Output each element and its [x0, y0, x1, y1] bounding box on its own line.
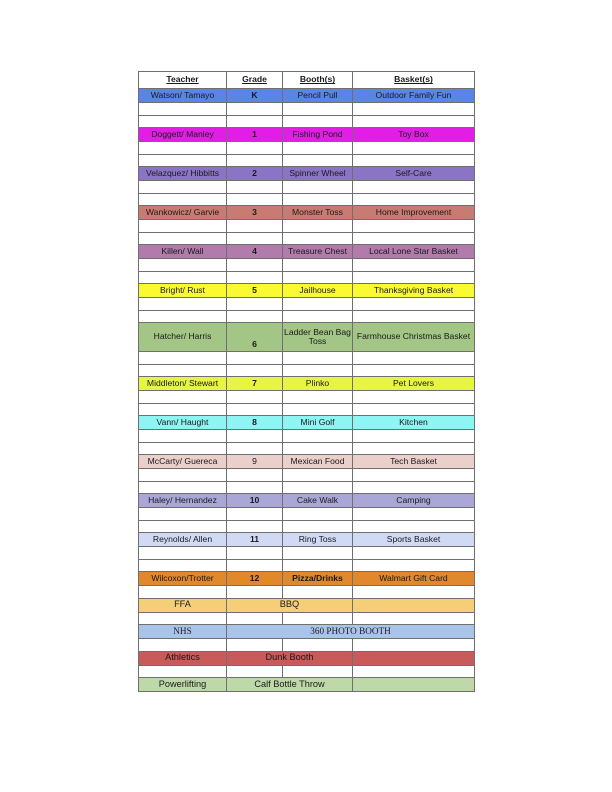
teacher-cell: Bright/ Rust: [139, 284, 227, 298]
basket-cell: Self-Care: [353, 167, 475, 181]
empty-cell: [283, 442, 353, 455]
grade-cell: 12: [227, 572, 283, 586]
booth-cell: Mini Golf: [283, 416, 353, 430]
empty-cell: [139, 547, 227, 560]
grade-cell: 6: [227, 323, 283, 352]
empty-cell: [139, 665, 227, 678]
organization-row: [139, 625, 475, 639]
basket-cell: Thanksgiving Basket: [353, 284, 475, 298]
spacer-row: [139, 310, 475, 323]
booth-cell: Pencil Pull: [283, 89, 353, 103]
empty-cell: [227, 364, 283, 377]
basket-cell: Sports Basket: [353, 533, 475, 547]
empty-cell: [353, 520, 475, 533]
booth-cell: Plinko: [283, 377, 353, 391]
grade-row: [139, 572, 475, 586]
teacher-cell: Velazquez/ Hibbitts: [139, 167, 227, 181]
empty-cell: [139, 403, 227, 416]
grade-cell: K: [227, 89, 283, 103]
booth-cell: Jailhouse: [283, 284, 353, 298]
empty-cell: [283, 271, 353, 284]
grade-row: [139, 284, 475, 298]
empty-cell: [227, 469, 283, 482]
empty-cell: [227, 115, 283, 128]
empty-cell: [139, 259, 227, 272]
organization-booth-cell: Calf Bottle Throw: [227, 678, 353, 692]
empty-cell: [283, 559, 353, 572]
grade-row: [139, 245, 475, 259]
empty-cell: [353, 469, 475, 482]
empty-cell: [353, 430, 475, 443]
empty-cell: [227, 391, 283, 404]
spacer-row: [139, 298, 475, 311]
empty-cell: [283, 520, 353, 533]
organization-cell: Athletics: [139, 651, 227, 665]
spacer-row: [139, 403, 475, 416]
empty-cell: [353, 481, 475, 494]
empty-cell: [353, 181, 475, 194]
empty-cell: [353, 665, 475, 678]
organization-cell: NHS: [139, 625, 227, 639]
basket-cell: Pet Lovers: [353, 377, 475, 391]
spacer-row: [139, 220, 475, 233]
spacer-row: [139, 559, 475, 572]
basket-cell: Toy Box: [353, 128, 475, 142]
organization-cell: FFA: [139, 598, 227, 612]
empty-cell: [353, 193, 475, 206]
spacer-row: [139, 639, 475, 652]
grade-row: [139, 455, 475, 469]
spacer-row: [139, 103, 475, 116]
empty-cell: [353, 639, 475, 652]
basket-cell: Walmart Gift Card: [353, 572, 475, 586]
booth-cell: Cake Walk: [283, 494, 353, 508]
booth-assignment-sheet: [138, 71, 474, 692]
grade-cell: 1: [227, 128, 283, 142]
empty-cell: [353, 259, 475, 272]
booth-cell: Fishing Pond: [283, 128, 353, 142]
grade-row: [139, 89, 475, 103]
basket-cell: Camping: [353, 494, 475, 508]
teacher-cell: Killen/ Wall: [139, 245, 227, 259]
empty-cell: [227, 154, 283, 167]
booth-cell: Spinner Wheel: [283, 167, 353, 181]
empty-cell: [283, 612, 353, 625]
baskets-header: Basket(s): [353, 72, 475, 89]
grade-cell: 4: [227, 245, 283, 259]
spacer-row: [139, 142, 475, 155]
grade-row: [139, 377, 475, 391]
empty-cell: [139, 469, 227, 482]
grade-cell: 7: [227, 377, 283, 391]
empty-cell: [283, 403, 353, 416]
empty-cell: [139, 310, 227, 323]
booth-cell: Monster Toss: [283, 206, 353, 220]
basket-cell: Outdoor Family Fun: [353, 89, 475, 103]
organization-row: [139, 678, 475, 692]
empty-cell: [227, 352, 283, 365]
empty-cell: [353, 220, 475, 233]
empty-cell: [353, 310, 475, 323]
empty-cell: [139, 232, 227, 245]
grade-cell: 9: [227, 455, 283, 469]
spacer-row: [139, 481, 475, 494]
empty-cell: [283, 115, 353, 128]
empty-cell: [227, 442, 283, 455]
empty-cell: [227, 193, 283, 206]
empty-cell: [139, 352, 227, 365]
empty-cell: [139, 430, 227, 443]
empty-cell: [227, 612, 283, 625]
empty-cell: [283, 364, 353, 377]
basket-cell: Local Lone Star Basket: [353, 245, 475, 259]
organization-booth-cell: Dunk Booth: [227, 651, 353, 665]
empty-cell: [227, 508, 283, 521]
empty-cell: [353, 298, 475, 311]
booth-cell: Treasure Chest: [283, 245, 353, 259]
empty-cell: [227, 481, 283, 494]
grade-row: [139, 206, 475, 220]
teacher-cell: Wankowicz/ Garvie: [139, 206, 227, 220]
empty-cell: [139, 193, 227, 206]
empty-cell: [283, 481, 353, 494]
grade-row: [139, 167, 475, 181]
empty-cell: [139, 639, 227, 652]
teacher-header: Teacher: [139, 72, 227, 89]
empty-cell: [227, 232, 283, 245]
basket-cell: Kitchen: [353, 416, 475, 430]
empty-cell: [139, 142, 227, 155]
teacher-cell: Hatcher/ Harris: [139, 323, 227, 352]
spacer-row: [139, 442, 475, 455]
booths-header: Booth(s): [283, 72, 353, 89]
organization-cell: Powerlifting: [139, 678, 227, 692]
empty-cell: [227, 639, 283, 652]
teacher-cell: Wilcoxon/Trotter: [139, 572, 227, 586]
empty-cell: [227, 220, 283, 233]
grade-cell: 3: [227, 206, 283, 220]
organization-booth-cell: 360 PHOTO BOOTH: [227, 625, 475, 639]
grade-row: [139, 416, 475, 430]
spacer-row: [139, 232, 475, 245]
empty-cell: [227, 520, 283, 533]
empty-cell: [353, 442, 475, 455]
spacer-row: [139, 154, 475, 167]
empty-cell: [353, 559, 475, 572]
booth-table: [138, 71, 475, 692]
grade-row: [139, 533, 475, 547]
empty-cell: [227, 586, 283, 599]
empty-cell: [353, 598, 475, 612]
spacer-row: [139, 115, 475, 128]
spacer-row: [139, 508, 475, 521]
grade-cell: 11: [227, 533, 283, 547]
empty-cell: [227, 310, 283, 323]
grade-cell: 8: [227, 416, 283, 430]
spacer-row: [139, 547, 475, 560]
empty-cell: [139, 298, 227, 311]
empty-cell: [283, 310, 353, 323]
empty-cell: [139, 559, 227, 572]
grade-row: [139, 323, 475, 352]
empty-cell: [353, 678, 475, 692]
teacher-cell: Middleton/ Stewart: [139, 377, 227, 391]
empty-cell: [353, 364, 475, 377]
empty-cell: [353, 154, 475, 167]
empty-cell: [227, 103, 283, 116]
empty-cell: [353, 115, 475, 128]
empty-cell: [283, 103, 353, 116]
empty-cell: [353, 547, 475, 560]
grade-row: [139, 494, 475, 508]
empty-cell: [139, 271, 227, 284]
booth-cell: Pizza/Drinks: [283, 572, 353, 586]
empty-cell: [353, 142, 475, 155]
empty-cell: [139, 586, 227, 599]
empty-cell: [227, 559, 283, 572]
empty-cell: [139, 220, 227, 233]
empty-cell: [283, 181, 353, 194]
spacer-row: [139, 193, 475, 206]
empty-cell: [353, 508, 475, 521]
empty-cell: [227, 547, 283, 560]
spacer-row: [139, 364, 475, 377]
grade-row: [139, 128, 475, 142]
empty-cell: [139, 612, 227, 625]
header-row: [139, 72, 475, 89]
spacer-row: [139, 612, 475, 625]
spacer-row: [139, 586, 475, 599]
organization-booth-cell: BBQ: [227, 598, 353, 612]
empty-cell: [227, 430, 283, 443]
empty-cell: [227, 403, 283, 416]
empty-cell: [139, 391, 227, 404]
empty-cell: [283, 639, 353, 652]
spacer-row: [139, 430, 475, 443]
empty-cell: [353, 403, 475, 416]
empty-cell: [139, 520, 227, 533]
empty-cell: [139, 508, 227, 521]
teacher-cell: Haley/ Hernandez: [139, 494, 227, 508]
empty-cell: [353, 232, 475, 245]
empty-cell: [353, 391, 475, 404]
empty-cell: [139, 364, 227, 377]
empty-cell: [283, 547, 353, 560]
empty-cell: [139, 181, 227, 194]
spacer-row: [139, 259, 475, 272]
empty-cell: [283, 142, 353, 155]
spacer-row: [139, 271, 475, 284]
grade-cell: 5: [227, 284, 283, 298]
empty-cell: [353, 103, 475, 116]
teacher-cell: Reynolds/ Allen: [139, 533, 227, 547]
empty-cell: [139, 442, 227, 455]
grade-cell: 2: [227, 167, 283, 181]
spacer-row: [139, 352, 475, 365]
teacher-cell: Vann/ Haught: [139, 416, 227, 430]
empty-cell: [353, 586, 475, 599]
booth-cell: Ladder Bean Bag Toss: [283, 323, 353, 352]
empty-cell: [353, 651, 475, 665]
spacer-row: [139, 391, 475, 404]
empty-cell: [227, 259, 283, 272]
spacer-row: [139, 665, 475, 678]
empty-cell: [139, 103, 227, 116]
empty-cell: [283, 430, 353, 443]
empty-cell: [227, 271, 283, 284]
booth-cell: Ring Toss: [283, 533, 353, 547]
organization-row: [139, 598, 475, 612]
spacer-row: [139, 520, 475, 533]
empty-cell: [283, 391, 353, 404]
basket-cell: Home Improvement: [353, 206, 475, 220]
empty-cell: [283, 193, 353, 206]
empty-cell: [139, 481, 227, 494]
grade-cell: 10: [227, 494, 283, 508]
empty-cell: [283, 298, 353, 311]
booth-cell: Mexican Food: [283, 455, 353, 469]
empty-cell: [353, 352, 475, 365]
empty-cell: [283, 508, 353, 521]
empty-cell: [283, 232, 353, 245]
empty-cell: [227, 665, 283, 678]
empty-cell: [283, 220, 353, 233]
empty-cell: [283, 259, 353, 272]
teacher-cell: McCarty/ Guereca: [139, 455, 227, 469]
spacer-row: [139, 469, 475, 482]
basket-cell: Tech Basket: [353, 455, 475, 469]
empty-cell: [227, 142, 283, 155]
empty-cell: [283, 352, 353, 365]
empty-cell: [283, 665, 353, 678]
organization-row: [139, 651, 475, 665]
empty-cell: [139, 115, 227, 128]
basket-cell: Farmhouse Christmas Basket: [353, 323, 475, 352]
empty-cell: [227, 181, 283, 194]
empty-cell: [283, 469, 353, 482]
empty-cell: [139, 154, 227, 167]
empty-cell: [353, 612, 475, 625]
empty-cell: [283, 586, 353, 599]
spacer-row: [139, 181, 475, 194]
empty-cell: [353, 271, 475, 284]
empty-cell: [227, 298, 283, 311]
empty-cell: [283, 154, 353, 167]
teacher-cell: Doggett/ Manley: [139, 128, 227, 142]
teacher-cell: Watson/ Tamayo: [139, 89, 227, 103]
grade-header: Grade: [227, 72, 283, 89]
